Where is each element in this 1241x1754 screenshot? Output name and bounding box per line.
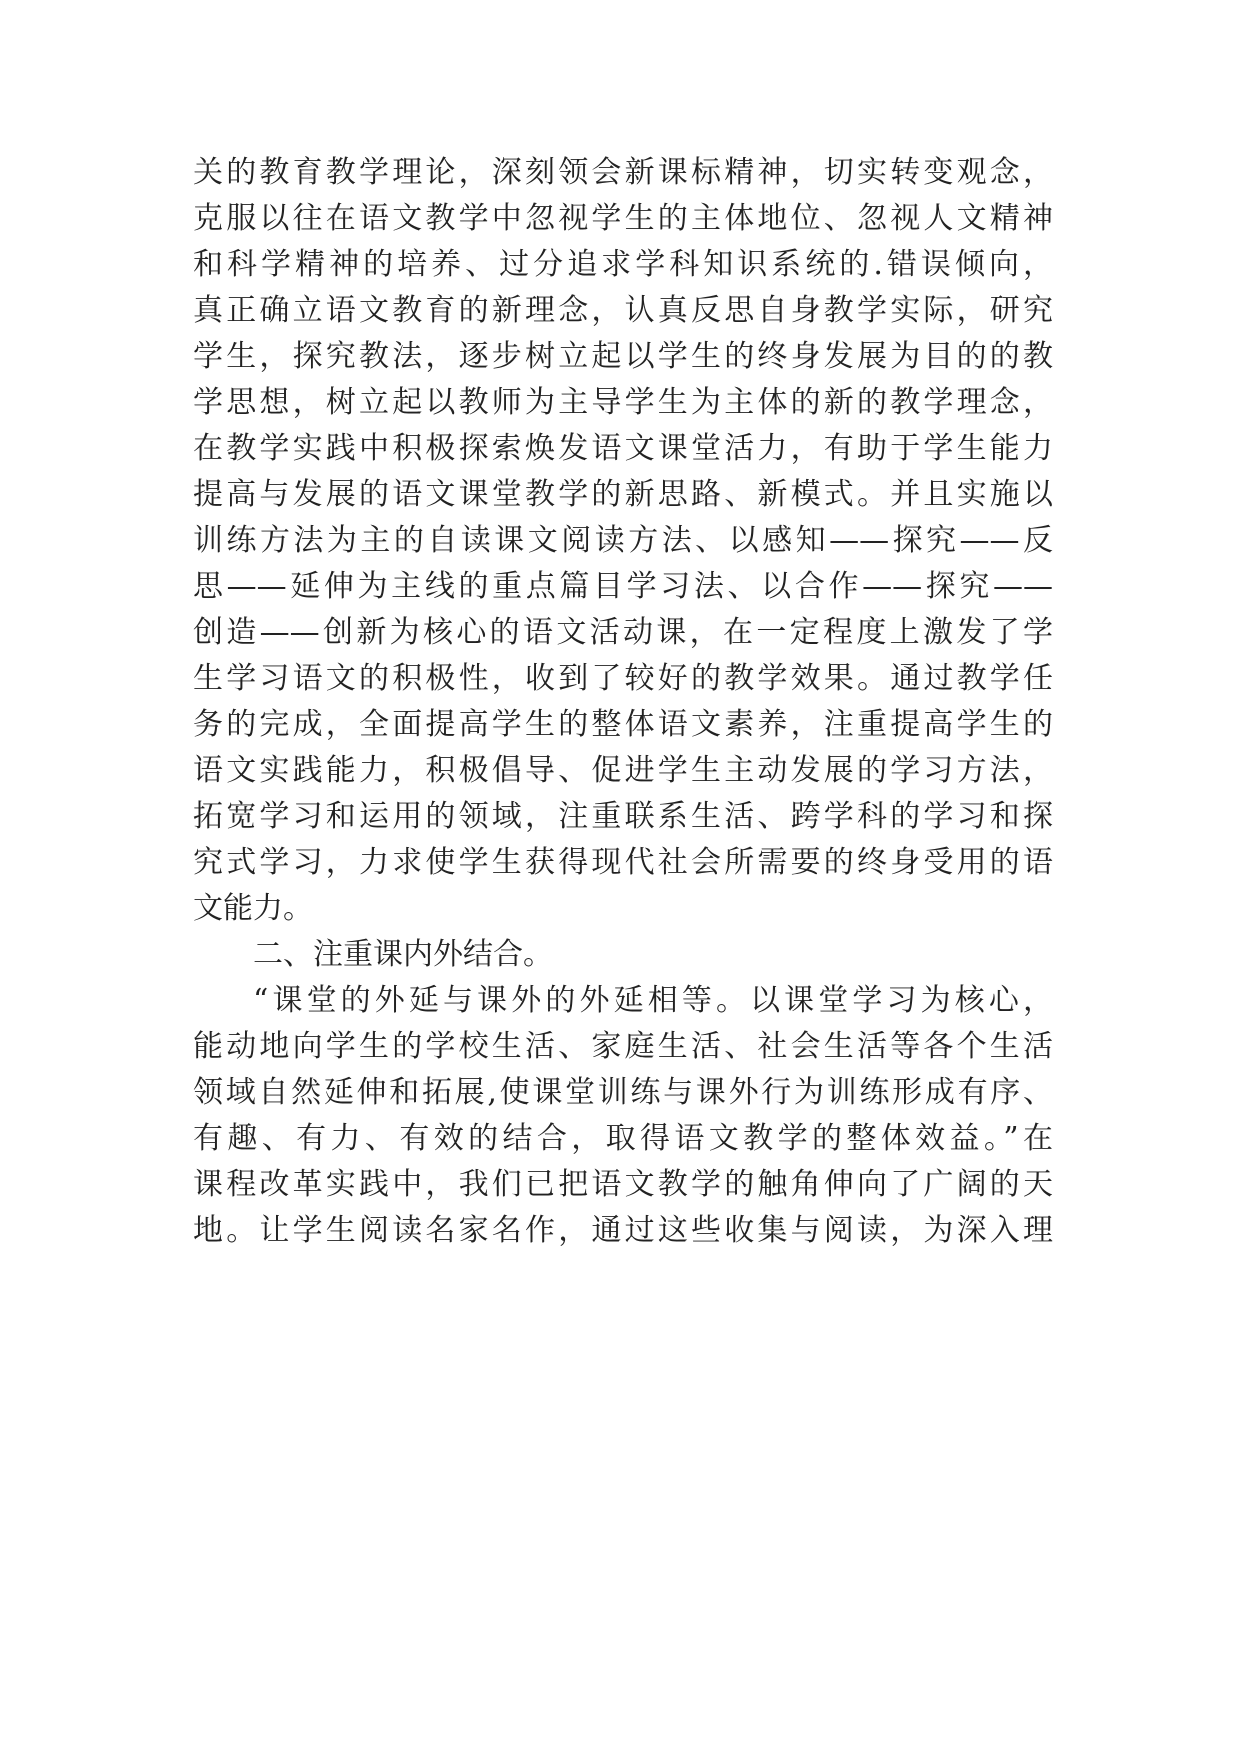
text-line: 和科学精神的培养、过分追求学科知识系统的.错误倾向，	[193, 247, 1053, 282]
text-line: 生学习语文的积极性，收到了较好的教学效果。通过教学任	[193, 661, 1053, 696]
text-line: 在教学实践中积极探索焕发语文课堂活力，有助于学生能力	[193, 431, 1053, 466]
text-line: 学思想，树立起以教师为主导学生为主体的新的教学理念，	[193, 385, 1053, 420]
text-line: 能动地向学生的学校生活、家庭生活、社会生活等各个生活	[193, 1029, 1053, 1064]
text-line: 创造——创新为核心的语文活动课，在一定程度上激发了学	[193, 615, 1053, 650]
text-line: 有趣、有力、有效的结合，取得语文教学的整体效益。”在	[193, 1121, 1053, 1156]
text-line: 务的完成，全面提高学生的整体语文素养，注重提高学生的	[193, 707, 1053, 742]
text-line: “课堂的外延与课外的外延相等。以课堂学习为核心，	[253, 983, 1053, 1018]
text-line: 究式学习，力求使学生获得现代社会所需要的终身受用的语	[193, 845, 1053, 880]
text-line: 拓宽学习和运用的领域，注重联系生活、跨学科的学习和探	[193, 799, 1053, 834]
text-line: 文能力。	[193, 891, 313, 926]
text-line: 真正确立语文教育的新理念，认真反思自身教学实际，研究	[193, 293, 1053, 328]
text-line: 地。让学生阅读名家名作，通过这些收集与阅读，为深入理	[193, 1213, 1053, 1248]
section-heading: 二、注重课内外结合。	[253, 937, 553, 972]
text-line: 克服以往在语文教学中忽视学生的主体地位、忽视人文精神	[193, 201, 1053, 236]
text-line: 思——延伸为主线的重点篇目学习法、以合作——探究——	[193, 569, 1053, 604]
text-line: 领域自然延伸和拓展,使课堂训练与课外行为训练形成有序、	[193, 1075, 1053, 1110]
text-line: 关的教育教学理论，深刻领会新课标精神，切实转变观念，	[193, 155, 1053, 190]
text-line: 学生，探究教法，逐步树立起以学生的终身发展为目的的教	[193, 339, 1053, 374]
text-line: 课程改革实践中，我们已把语文教学的触角伸向了广阔的天	[193, 1167, 1053, 1202]
text-line: 语文实践能力，积极倡导、促进学生主动发展的学习方法，	[193, 753, 1053, 788]
text-line: 训练方法为主的自读课文阅读方法、以感知——探究——反	[193, 523, 1053, 558]
text-line: 提高与发展的语文课堂教学的新思路、新模式。并且实施以	[193, 477, 1053, 512]
